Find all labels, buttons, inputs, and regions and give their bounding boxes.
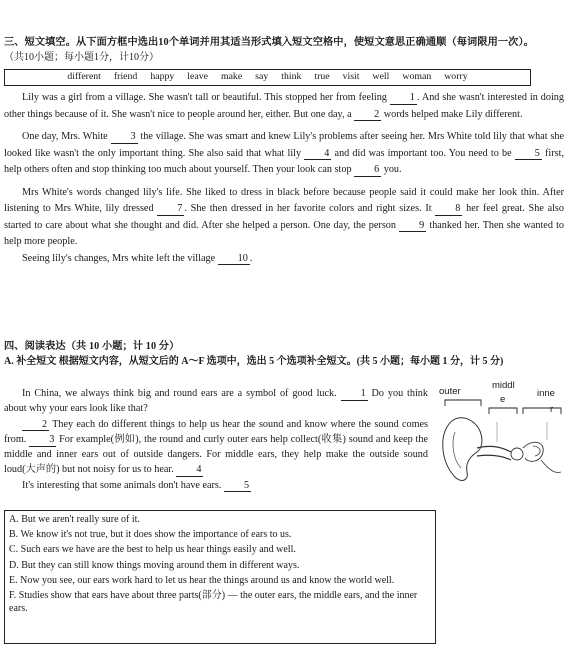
reading-paragraph-2: 2 They each do different things to help us hear the sound and know where the sound comes from. 3 For example(例如), the round and curly outer ears help collect(收集) sound and keep the middle and inner ears out of outside dangers. For middle ears, they help make the outside sound loud(大声的) but not noisy for us to hear. 4 — [4, 418, 428, 476]
cloze-paragraph-2: One day, Mrs. White 3 the village. She was smart and knew Lily's problems after seeing her. Mrs White told lily that what she looked like wasn't the only important thing. She also said that what lily 4 and did was important too. You need to be 5 first, help others often and stop thinking too much about yourself. Then your look can stop 6 you. — [4, 131, 564, 176]
option-b: B. We know it's not true, but it does show the importance of ears to us. — [9, 529, 292, 541]
option-a: A. But we aren't really sure of it. — [9, 514, 140, 525]
ear-label-middle: middl — [492, 380, 515, 391]
word-bank-item: friend — [113, 71, 138, 83]
word-bank-item: think — [281, 71, 302, 83]
answer-options-box — [4, 510, 436, 644]
word-bank-item: say — [255, 71, 269, 83]
answer-blank-8[interactable]: 8 — [435, 204, 462, 216]
ear-label-outer: outer — [439, 386, 461, 397]
reading-paragraph-1: In China, we always think big and round ears are a symbol of good luck. 1 Do you think about why your ears look like that? — [4, 388, 428, 415]
cloze-passage — [4, 90, 564, 267]
reading-paragraph-3: It's interesting that some animals don't have ears. 5 — [22, 479, 250, 491]
answer-blank-6[interactable]: 6 — [354, 165, 381, 177]
reading-passage — [4, 386, 428, 493]
ear-label-inner: inne — [537, 388, 555, 399]
word-bank-item: worry — [444, 71, 468, 83]
answer-blank-3[interactable]: 3 — [111, 132, 138, 144]
word-bank-item: leave — [187, 71, 208, 83]
option-d: D. But they can still know things moving around them in different ways. — [9, 559, 300, 571]
cloze-paragraph-3: Mrs White's words changed lily's life. She liked to dress in black before because people said it could make her look thin. After listening to Mrs White, lily dressed 7 . She then dressed in her favorite colors and right sizes. It 8 her feel great. She also started to care about what she thought and did. After she helped a person. One day, the person 9 thanked her. Then she wanted to help more people. — [4, 186, 564, 248]
option-f: F. Studies show that ears have about three parts(部分) — the outer ears, the middle ears, and the inner ears. — [9, 589, 418, 615]
reading-blank-2[interactable]: 2 — [22, 420, 49, 432]
answer-blank-5[interactable]: 5 — [515, 149, 542, 161]
section3-heading: 三、短文填空。从下面方框中选出10个单词并用其适当形式填入短文空格中，使短文意思正确通顺（每词限用一次）。 — [4, 37, 534, 48]
ear-label-middle-cont: e — [500, 394, 506, 405]
answer-blank-9[interactable]: 9 — [399, 221, 426, 233]
ear-label-inner-cont: r — [550, 404, 554, 415]
reading-blank-1[interactable]: 1 — [341, 389, 368, 401]
section4-sub-a-instructions: A. 补全短文 根据短文内容，从短文后的 A～F 选项中，选出 5 个选项补全短文。(共 5 小题；每小题 1 分，计 5 分) — [4, 356, 504, 367]
answer-blank-2[interactable]: 2 — [354, 110, 381, 122]
reading-blank-4[interactable]: 4 — [176, 465, 203, 477]
word-bank-box — [4, 69, 531, 86]
answer-blank-7[interactable]: 7 — [157, 204, 184, 216]
word-bank-item: happy — [150, 71, 175, 83]
word-bank-item: make — [220, 71, 243, 83]
option-c: C. Such ears we have are the best to help us hear things easily and well. — [9, 544, 296, 556]
word-bank-item: true — [314, 71, 330, 83]
word-bank-item: well — [372, 71, 390, 83]
option-e: E. Now you see, our ears work hard to let us hear the things around us and know the world well. — [9, 574, 395, 586]
reading-blank-3[interactable]: 3 — [29, 435, 56, 447]
word-bank-item: visit — [342, 71, 360, 83]
answer-blank-4[interactable]: 4 — [304, 149, 331, 161]
word-bank-item: woman — [402, 71, 432, 83]
answer-blank-10[interactable]: 10 — [218, 254, 250, 266]
reading-blank-5[interactable]: 5 — [224, 481, 251, 493]
answer-blank-1[interactable]: 1 — [390, 93, 417, 105]
ear-diagram — [437, 382, 567, 487]
cloze-paragraph-1: Lily was a girl from a village. She wasn't tall or beautiful. This stopped her from feeling 1 . And she wasn't interested in doing other things because of it. She wasn't nice to people around her, either. But one day, a 2 words helped make Lily different. — [4, 92, 564, 120]
section4-heading: 四、阅读表达（共 10 小题；计 10 分） — [4, 341, 180, 352]
section3-scoring: （共10小题；每小题1分，计10分） — [4, 52, 159, 63]
word-bank-item: different — [67, 71, 101, 83]
cloze-paragraph-4: Seeing lily's changes, Mrs white left the village 10 . — [22, 252, 253, 264]
